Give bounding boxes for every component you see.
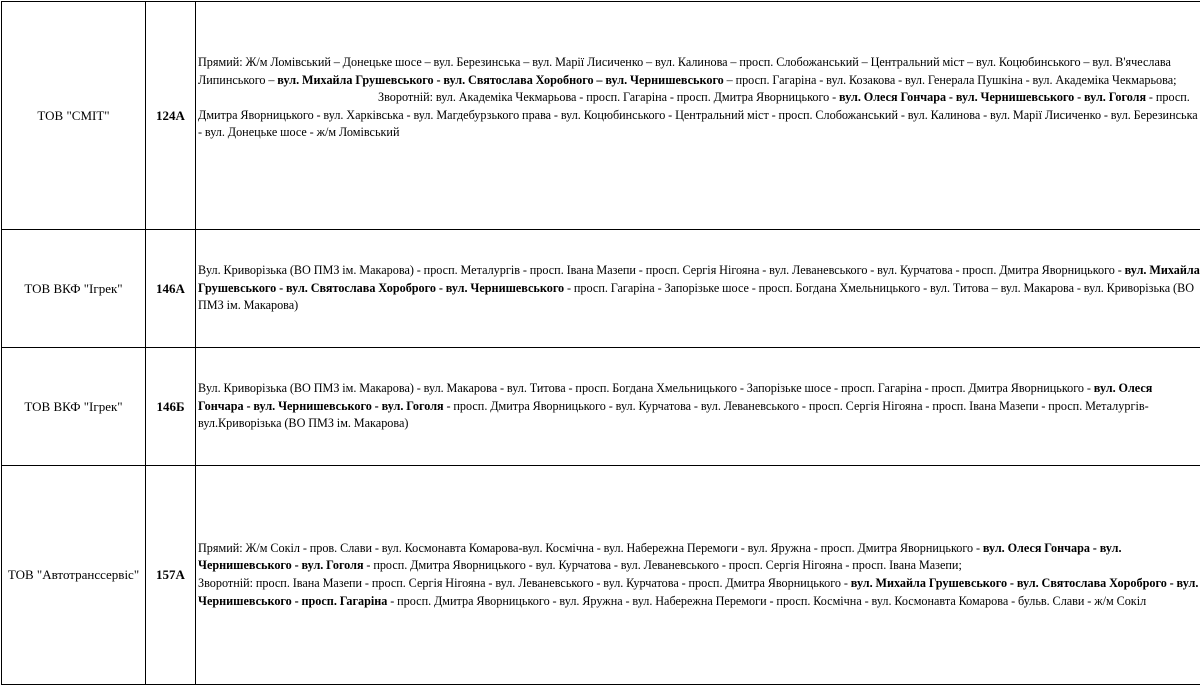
route-number: 124А: [146, 2, 196, 230]
route-description: [196, 466, 1200, 685]
table-row: [2, 466, 1200, 685]
route-segment: Вул. Криворізька (ВО ПМЗ ім. Макарова) - вул. Макарова - вул. Титова - просп. Богдана Хмельницького - Запорізьке шосе - просп. Гагаріна - просп. Дмитра Яворницького -: [198, 381, 1094, 396]
route-segment: - просп. Дмитра Яворницького - вул. Курчатова - вул. Леваневського - просп. Сергія Нігояна - просп. Івана Мазепи;: [363, 558, 962, 573]
route-segment: Прямий: Ж/м Сокіл - пров. Слави - вул. Космонавта Комарова-вул. Космічна - вул. Набережна Перемоги - вул. Яружна - просп. Дмитра Яворницького -: [198, 540, 983, 555]
route-number: 146А: [146, 230, 196, 348]
route-segment: - просп. Дмитра Яворницького - вул. Харківська - вул. Магдебурзького права - вул. Коцюбинського - Центральний міст - просп. Слобожанський - вул. Калинова - вул. Марії Лисиченко - вул. Березинська - вул. Донецьке шосе - ж/м Ломівський: [198, 90, 1198, 140]
route-segment: Зворотній: вул. Академіка Чекмарьова - просп. Гагаріна - просп. Дмитра Яворницького -: [378, 90, 840, 105]
route-number: 157А: [146, 466, 196, 685]
route-segment-bold: вул. Михайла Грушевського - вул. Святослава Хоробного – вул. Чернишевського: [277, 72, 724, 87]
route-segment: Прямий: Ж/м Ломівський – Донецьке шосе – вул. Березинська – вул. Марії Лисиченко – вул. Калинова – просп. Слобожанський – Центральний міст – вул. Коцюбинського – вул. В'ячеслава Липинського –: [198, 54, 1171, 87]
table-row: [2, 230, 1200, 348]
carrier-name: ТОВ "Автотранссервіс": [2, 466, 146, 685]
carrier-name: ТОВ ВКФ "Ігрек": [2, 230, 146, 348]
route-segment-bold: вул. Михайла Грушевського - вул. Святослава Хороброго - вул. Чернишевського: [198, 263, 1200, 295]
route-segment: Вул. Криворізька (ВО ПМЗ ім. Макарова) - просп. Металургів - просп. Івана Мазепи - просп. Сергія Нігояна - вул. Леваневського - вул. Курчатова - просп. Дмитра Яворницького -: [198, 263, 1125, 278]
table-row: [2, 2, 1200, 230]
route-number: 146Б: [146, 348, 196, 466]
route-segment-bold: вул. Олеся Гончара - вул. Чернишевського - вул. Гоголя: [198, 540, 1122, 573]
route-segment: – просп. Гагаріна - вул. Козакова - вул. Генерала Пушкіна - вул. Академіка Чекмарьова;: [723, 72, 1177, 87]
table-row: [2, 348, 1200, 466]
route-segment: - просп. Гагаріна - Запорізьке шосе - просп. Богдана Хмельницького - вул. Титова – вул. Макарова - вул. Криворізька (ВО ПМЗ ім. Макарова): [198, 280, 1195, 313]
carrier-name: ТОВ ВКФ "Ігрек": [2, 348, 146, 466]
route-segment: Зворотній: просп. Івана Мазепи - просп. Сергія Нігояна - вул. Леваневського - вул. Курчатова - просп. Дмитра Яворницького -: [198, 576, 851, 590]
carrier-name: ТОВ "СМІТ": [2, 2, 146, 230]
route-description: [196, 2, 1200, 230]
route-description: [196, 230, 1200, 348]
route-description: [196, 348, 1200, 466]
route-segment-bold: вул. Михайла Грушевського - вул. Святослава Хороброго - вул. Чернишевського - просп. Гагаріна: [198, 576, 1199, 608]
routes-table: [1, 1, 1200, 685]
route-segment-bold: вул. Олеся Гончара - вул. Чернишевського - вул. Гоголя: [839, 90, 1147, 105]
route-segment: - просп. Дмитра Яворницького - вул. Яружна - вул. Набережна Перемоги - просп. Космічна - вул. Космонавта Комарова - бульв. Слави - ж/м Сокіл: [387, 593, 1147, 608]
route-segment: - просп. Дмитра Яворницького - вул. Курчатова - вул. Леваневського - просп. Сергія Нігояна - просп. Івана Мазепи - просп. Металургів- вул.Криворізька (ВО ПМЗ ім. Макарова): [198, 398, 1149, 431]
route-segment-bold: вул. Олеся Гончара - вул. Чернишевського - вул. Гоголя: [198, 381, 1153, 413]
